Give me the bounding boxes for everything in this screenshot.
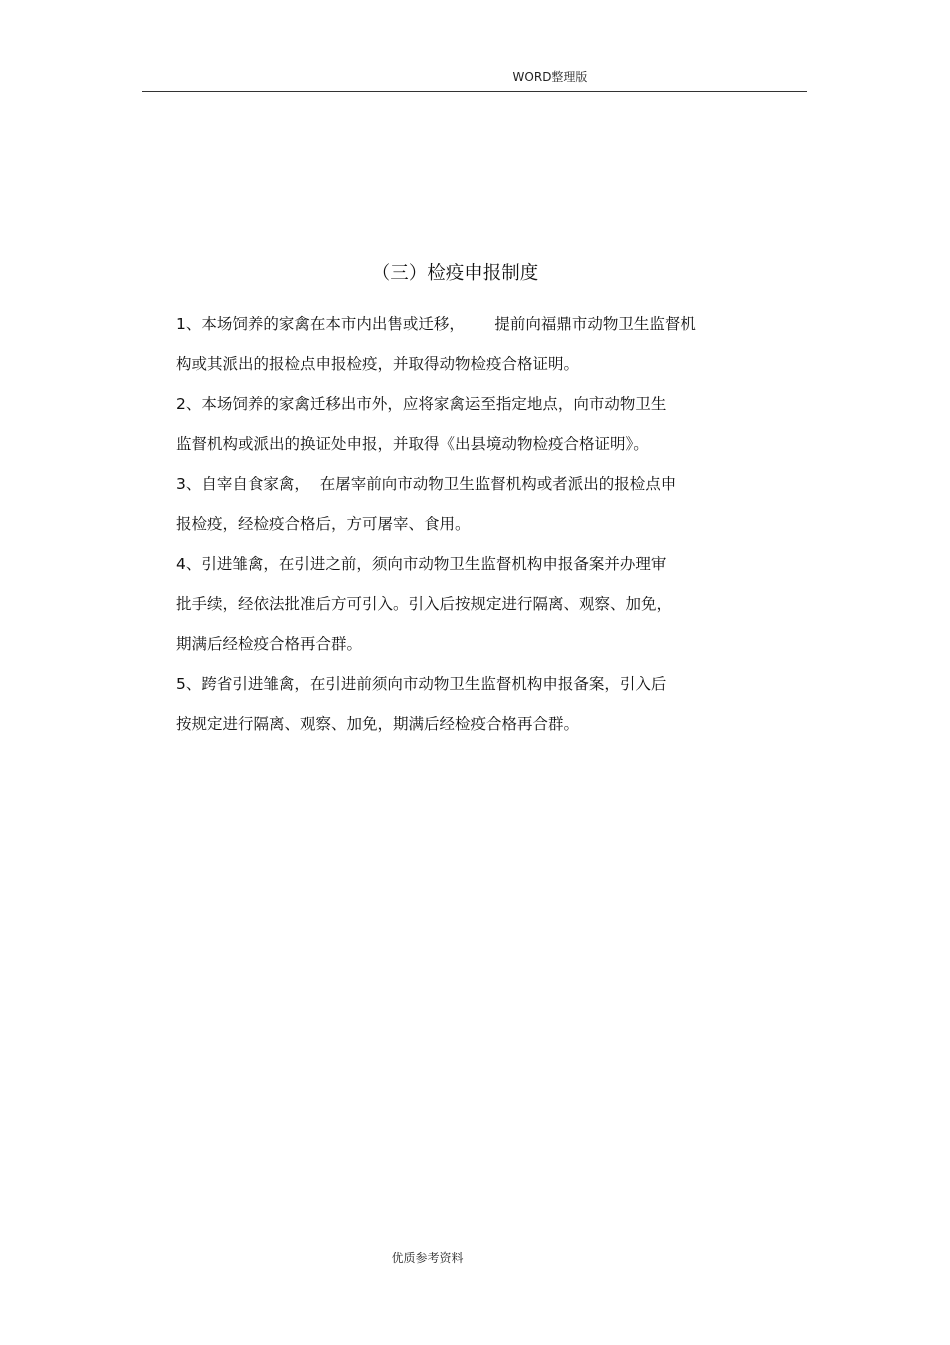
body-line: 2、本场饲养的家禽迁移出市外，应将家禽运至指定地点，向市动物卫生 xyxy=(176,395,667,413)
body-line: 1、本场饲养的家禽在本市内出售或迁移， 提前向福鼎市动物卫生监督机 xyxy=(176,315,696,333)
body-line: 3、自宰自食家禽， 在屠宰前向市动物卫生监督机构或者派出的报检点申 xyxy=(176,475,677,493)
page-header-label: WORD整理版 xyxy=(512,70,588,84)
body-line: 期满后经检疫合格再合群。 xyxy=(176,635,363,653)
body-line: 构或其派出的报检点申报检疫，并取得动物检疫合格证明。 xyxy=(176,355,580,373)
body-line: 报检疫，经检疫合格后，方可屠宰、食用。 xyxy=(176,515,471,533)
body-line: 批手续，经依法批准后方可引入。引入后按规定进行隔离、观察、加免， xyxy=(176,595,673,613)
body-line: 按规定进行隔离、观察、加免，期满后经检疫合格再合群。 xyxy=(176,715,580,733)
body-line: 监督机构或派出的换证处申报，并取得《出县境动物检疫合格证明》。 xyxy=(176,435,649,453)
body-line: 5、跨省引进雏禽，在引进前须向市动物卫生监督机构申报备案，引入后 xyxy=(176,675,667,693)
document-title: （三）检疫申报制度 xyxy=(371,263,539,284)
page-footer-label: 优质参考资料 xyxy=(391,1251,464,1265)
body-line: 4、引进雏禽，在引进之前，须向市动物卫生监督机构申报备案并办理审 xyxy=(176,555,667,573)
header-divider xyxy=(142,91,807,92)
document-body xyxy=(176,304,776,744)
